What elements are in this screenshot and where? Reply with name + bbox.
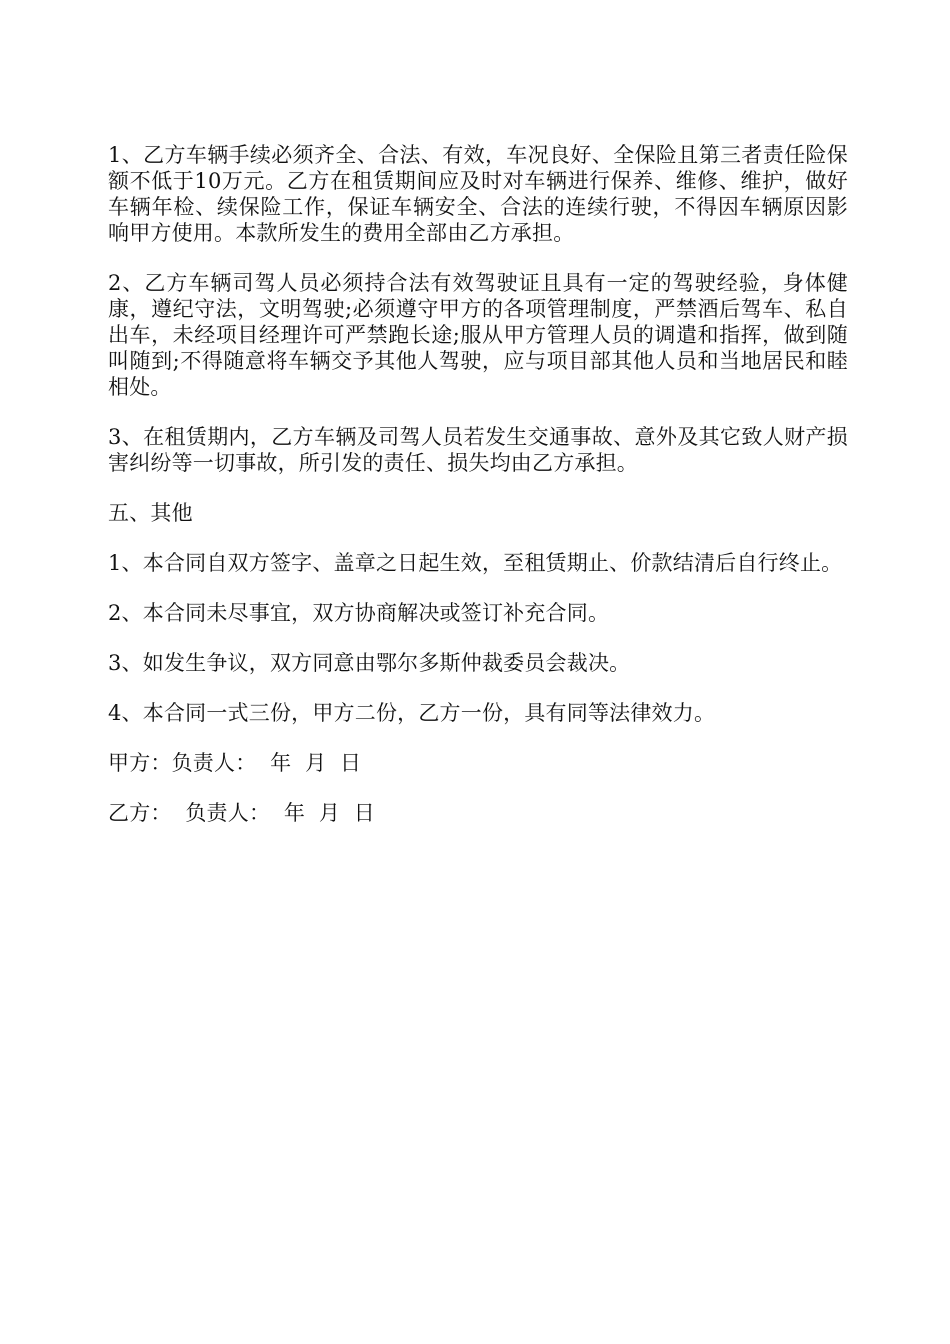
clause-accident-liability: 3、在租赁期内，乙方车辆及司驾人员若发生交通事故、意外及其它致人财产损害纠纷等一切事故，所引发的责任、损失均由乙方承担。: [108, 425, 848, 475]
clause-driver-requirements: 2、乙方车辆司驾人员必须持合法有效驾驶证且具有一定的驾驶经验，身体健康，遵纪守法，文明驾驶;必须遵守甲方的各项管理制度，严禁酒后驾车、私自出车，未经项目经理许可严禁跑长途;服从甲方管理人员的调遣和指挥，做到随叫随到;不得随意将车辆交予其他人驾驶，应与项目部其他人员和当地居民和睦相处。: [108, 271, 848, 399]
clause-effective-date: 1、本合同自双方签字、盖章之日起生效，至租赁期止、价款结清后自行终止。: [108, 551, 843, 575]
signature-party-a: 甲方：负责人： 年 月 日: [108, 751, 362, 775]
section-heading-other: 五、其他: [108, 501, 193, 525]
signature-party-b: 乙方： 负责人： 年 月 日: [108, 801, 376, 825]
clause-vehicle-requirements: 1、乙方车辆手续必须齐全、合法、有效，车况良好、全保险且第三者责任险保额不低于10万元。乙方在租赁期间应及时对车辆进行保养、维修、维护，做好车辆年检、续保险工作，保证车辆安全、合法的连续行驶，不得因车辆原因影响甲方使用。本款所发生的费用全部由乙方承担。: [108, 143, 848, 245]
document-page: [108, 142, 848, 850]
clause-copies: 4、本合同一式三份，甲方二份，乙方一份，具有同等法律效力。: [108, 701, 716, 725]
clause-arbitration: 3、如发生争议，双方同意由鄂尔多斯仲裁委员会裁决。: [108, 651, 631, 675]
clause-supplementary: 2、本合同未尽事宜，双方协商解决或签订补充合同。: [108, 601, 610, 625]
